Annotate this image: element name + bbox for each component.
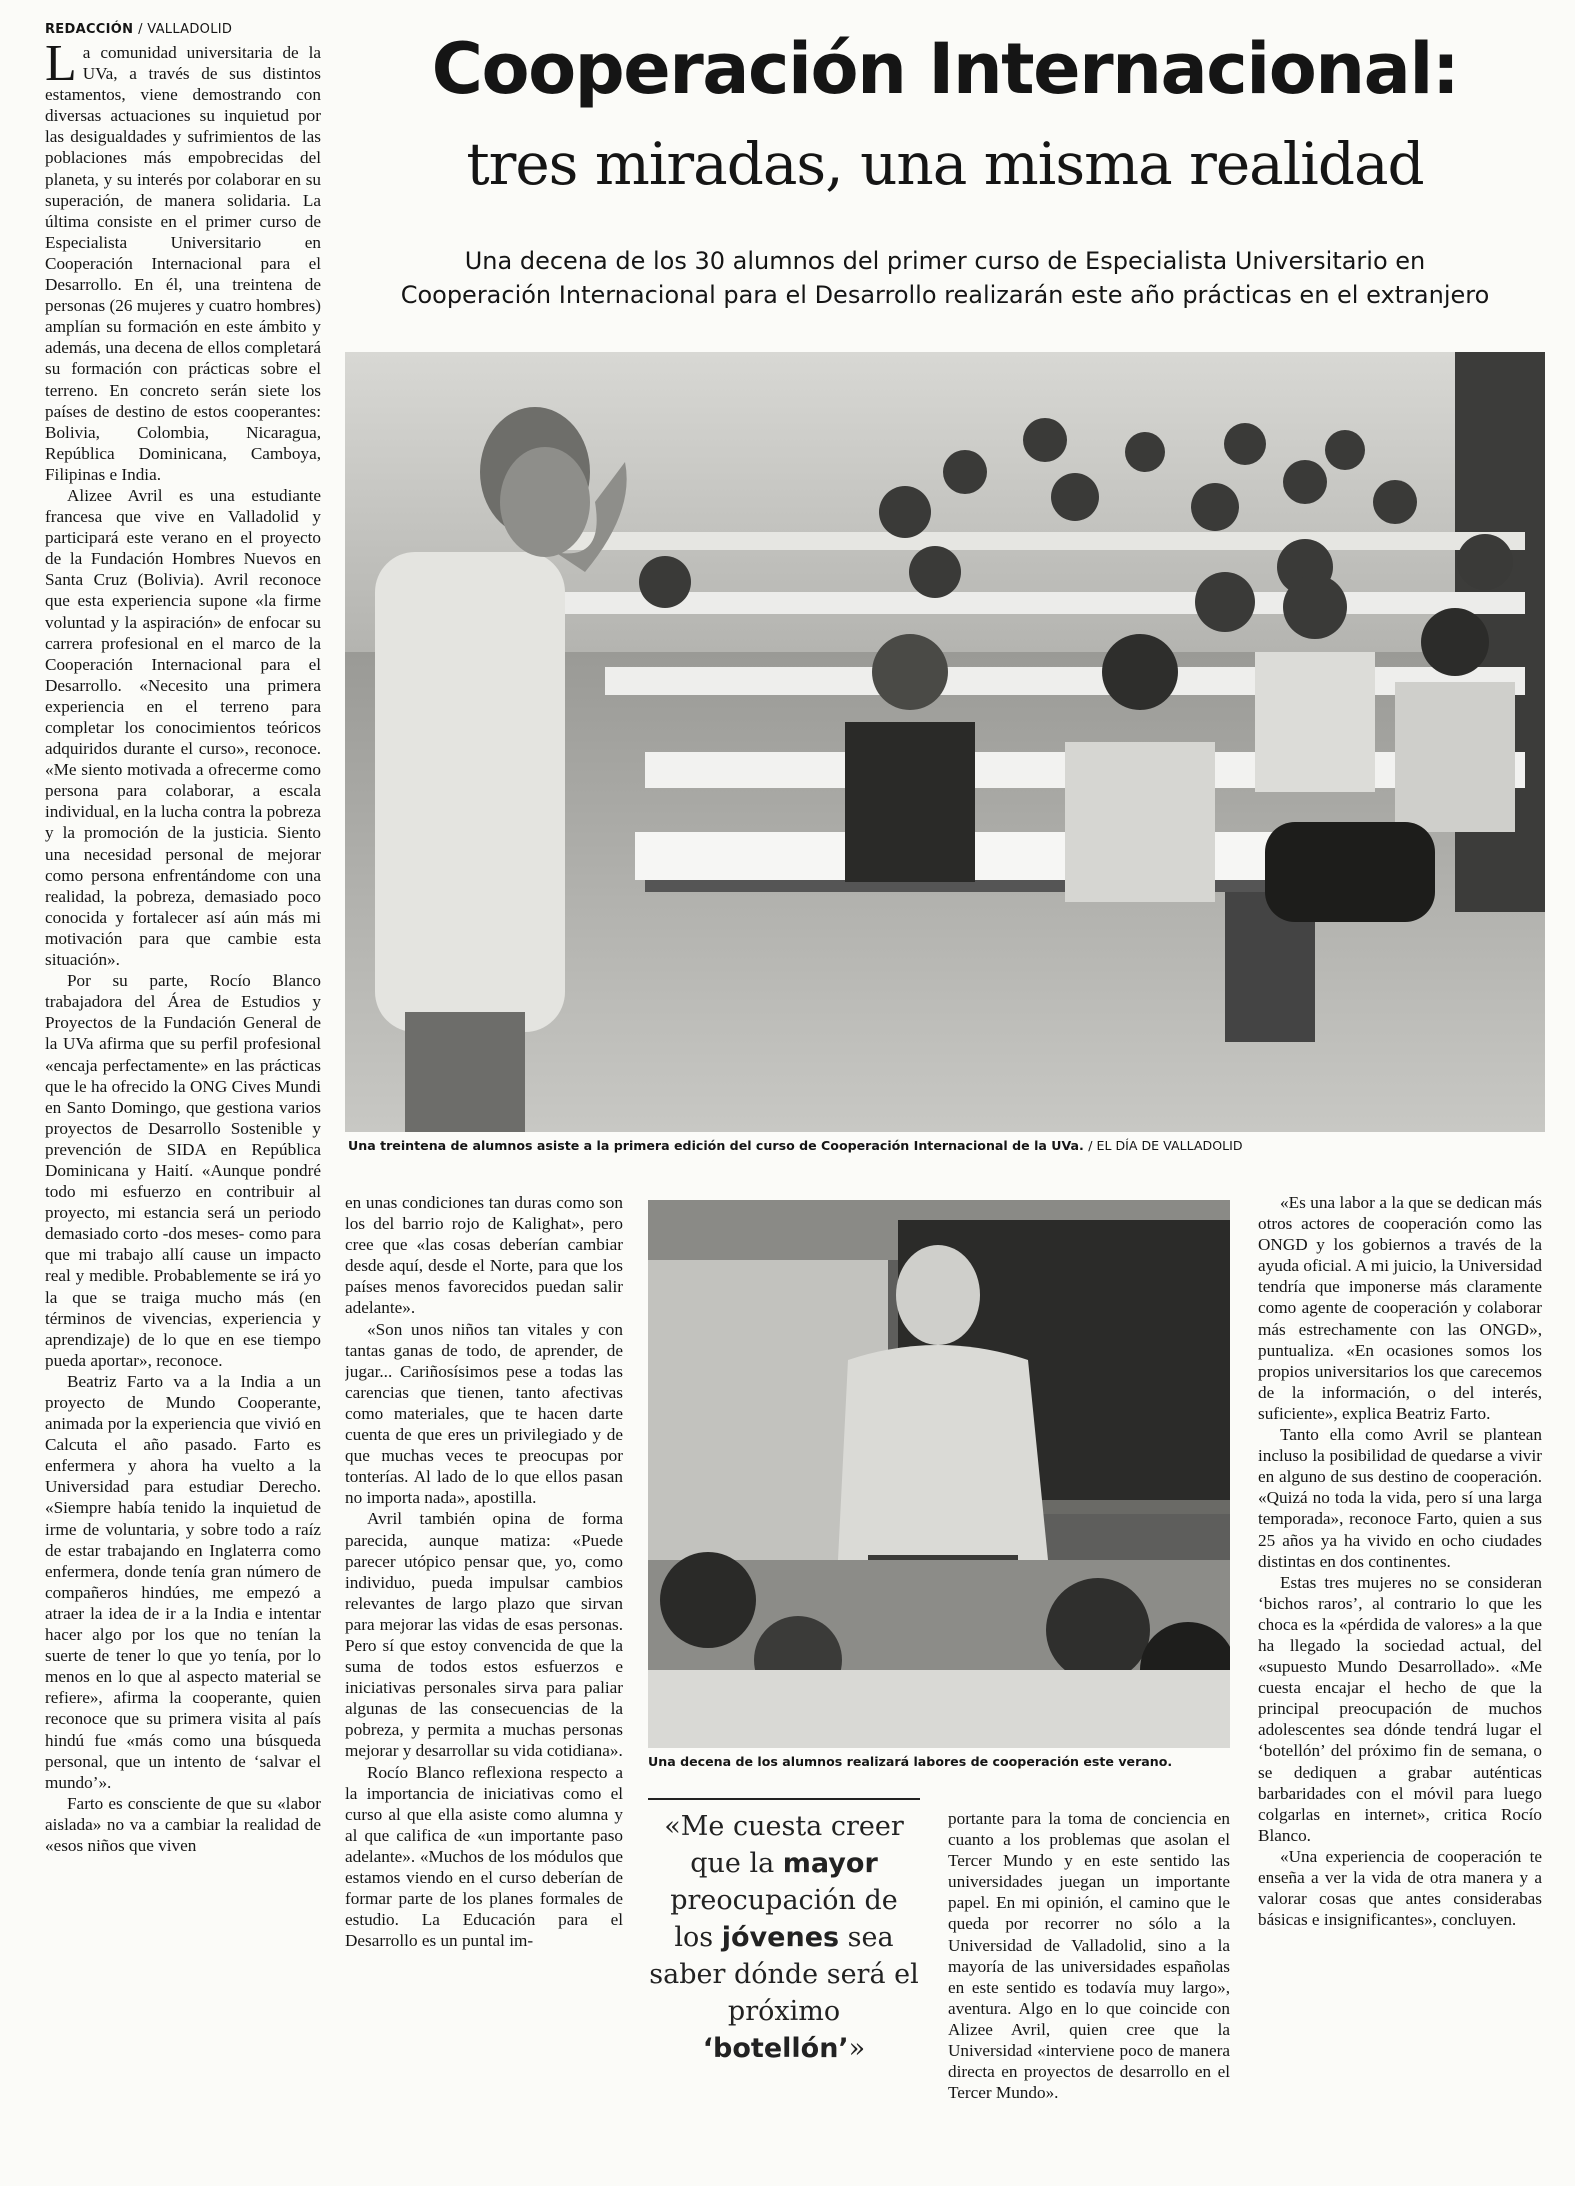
- paragraph: Farto es consciente de que su «labor aislada» no va a cambiar la realidad de «esos niños que viven: [45, 1793, 321, 1855]
- classroom-photo-illustration: [345, 352, 1545, 1132]
- paragraph: Estas tres mujeres no se consideran ‘bichos raros’, al contrario lo que les choca es la «pérdida de valores» a la que ha llegado la sociedad actual, del «supuesto Mundo Desarrollado». «Me cuesta encajar el hecho de que la principal preocupación de muchos adolescentes sea dónde tendrá lugar el ‘botellón’ del próximo fin de semana, o se dediquen a grabar auténticas barbaridades con el móvil para luego colgarlas en internet», critica Rocío Blanco.: [1258, 1572, 1542, 1845]
- article-column-4: [1258, 1192, 1542, 2167]
- paragraph: portante para la toma de conciencia en cuanto a los problemas que asolan el Tercer Mundo y en este sentido las universidades juegan un importante papel. En mi opinión, el camino que le queda por recorrer no sólo a la Universidad de Valladolid, sino a la mayoría de las universidades españolas en este sentido es todavía muy largo», aventura. Algo en lo que coincide con Alizee Avril, quien cree que la Universidad «interviene poco de manera directa en proyectos de desarrollo en el Tercer Mundo».: [948, 1809, 1230, 2103]
- headline-line-1: Cooperación Internacional:: [431, 28, 1459, 110]
- byline-location: / VALLADOLID: [138, 22, 233, 37]
- main-photo: [345, 352, 1545, 1132]
- highlight-word: jóvenes: [721, 1922, 840, 1953]
- byline-author: REDACCIÓN: [45, 22, 134, 37]
- paragraph: Rocío Blanco reflexiona respecto a la importancia de iniciativas como el curso al que ella asiste como alumna y al que califica de «un importante paso adelante». «Muchos de los módulos que estamos viendo en el curso deberían de formar parte de los planes formales de estudio. La Educación para el Desarrollo es un puntal im-: [345, 1762, 623, 1951]
- paragraph: «Son unos niños tan vitales y con tantas ganas de todo, de aprender, de jugar... Cariñosísimos pese a todas las carencias que tienen, tanto afectivas como materiales, que te hacen darte cuenta de que eres un privilegiado y de que muchas veces te preocupas por tonterías. Al lado de lo que ellos pasan no importa nada», apostilla.: [345, 1319, 623, 1508]
- paragraph: Alizee Avril es una estudiante francesa que vive en Valladolid y participará este verano en el proyecto de la Fundación Hombres Nuevos en Santa Cruz (Bolivia). Avril reconoce que esta experiencia supone «la firme voluntad y la aspiración» de enfocar su carrera profesional en el marco de la Cooperación Internacional para el Desarrollo. «Necesito una primera experiencia en el terreno para completar los conocimientos teóricos adquiridos durante el curso», reconoce. «Me siento motivada a ofrecerme como persona para colaborar, a escala individual, en la lucha contra la pobreza y la promoción de la justicia. Siento una necesidad personal de mejorar como persona enfrentándome con una realidad, la pobreza, demasiado poco conocida y fortalecer así aún más mi motivación para que cambie esta situación».: [45, 485, 321, 970]
- highlight-word: mayor: [782, 1848, 878, 1879]
- paragraph: «Es una labor a la que se dedican más otros actores de cooperación como las ONGD y los gobiernos a través de la ayuda oficial. A mi juicio, la Universidad tendría que imponerse más claramente como agente de cooperación y colaborar más estrechamente con las ONGD», puntualiza. «En ocasiones somos los propios universitarios los que carecemos de la información, o del interés, suficiente», explica Beatriz Farto.: [1258, 1193, 1542, 1423]
- highlight-word: ‘botellón’: [702, 2033, 849, 2064]
- drop-cap: L: [45, 42, 77, 92]
- subheadline: Una decena de los 30 alumnos del primer curso de Especialista Universitario en Cooperación Internacional para el Desarrollo realizarán este año prácticas en el extranjero: [400, 247, 1490, 309]
- pullquote-rule-top: [648, 1798, 920, 1800]
- paragraph: Tanto ella como Avril se plantean incluso la posibilidad de quedarse a vivir en alguno de sus destino de cooperación. «Quizá no toda la vida, pero sí una larga temporada», reconoce Farto, quien a sus 25 años ya ha vivido en ocho ciudades distintas en dos continentes.: [1258, 1425, 1542, 1571]
- article-column-3: [948, 1808, 1230, 2168]
- byline: [45, 22, 232, 37]
- paragraph: Avril también opina de forma parecida, aunque matiza: «Puede parecer utópico pensar que, yo, como individuo, pueda impulsar cambios relevantes de largo plazo que sirvan para mejorar las vidas de esas personas. Pero sí que estoy convencida de que la suma de todos estos esfuerzos e iniciativas personales sirva para paliar algunas de las consecuencias de la pobreza, y permita a muchas personas mejorar y desarrollar su vida cotidiana».: [345, 1509, 623, 1761]
- headline-line-2: tres miradas, una misma realidad: [466, 130, 1424, 198]
- article-column-2: [345, 1192, 623, 2167]
- paragraph: «Una experiencia de cooperación te enseña a ver la vida de otra manera y a valorar cosas que antes considerabas básicas e insignificantes», concluyen.: [1258, 1846, 1542, 1930]
- article-column-1: [45, 42, 321, 2167]
- photo-credit: / EL DÍA DE VALLADOLID: [1088, 1138, 1243, 1153]
- paragraph: La comunidad universitaria de la UVa, a través de sus distintos estamentos, viene demostrando con diversas actuaciones su inquietud por las desigualdades y sufrimientos de las poblaciones más empobrecidas del planeta, y su interés por colaborar en su superación, de manera solidaria. La última consiste en el primer curso de Especialista Universitario en Cooperación Internacional para el Desarrollo. En él, una treintena de personas (26 mujeres y cuatro hombres) amplían su formación en este ámbito y además, una decena de ellos completará su formación con prácticas sobre el terreno. En concreto serán siete los países de destino de estos cooperantes: Bolivia, Colombia, Nicaragua, República Dominicana, Camboya, Filipinas e India.: [45, 42, 321, 484]
- pull-quote: «Me cuesta creer que la mayor preocupación de los jóvenes sea saber dónde será el próximo ‘botellón’»: [649, 1811, 919, 2064]
- paragraph: Beatriz Farto va a la India a un proyecto de Mundo Cooperante, animada por la experiencia que vivió en Calcuta el año pasado. Farto es enfermera y ahora ha vuelto a la Universidad para estudiar Derecho. «Siempre había tenido la inquietud de irme de voluntaria, y sobre todo a raíz de estar trabajando en Inglaterra como enfermera, donde tenía gran número de compañeros hindúes, me empezó a atraer la idea de ir a la India e intentar hacer algo por los que no tenían la suerte de tener lo que yo tenía, por lo menos en lo que al aspecto material se refiere», afirma la cooperante, quien reconoce que su primera visita al país hindú fue «más como una búsqueda personal, que un intento de ‘salvar el mundo’».: [45, 1371, 321, 1792]
- second-photo-caption: Una decena de los alumnos realizará labores de cooperación este verano.: [648, 1754, 1173, 1769]
- lecturer-photo-illustration: [648, 1200, 1230, 1748]
- paragraph: Por su parte, Rocío Blanco trabajadora del Área de Estudios y Proyectos de la Fundación General de la UVa afirma que su perfil profesional «encaja perfectamente» en las prácticas que le ha ofrecido la ONG Cives Mundi en Santo Domingo, que gestiona varios proyectos de Desarrollo Sostenible y prevención de SIDA en República Dominicana y Haití. «Aunque pondré todo mi esfuerzo en contribuir al proyecto, mi estancia será un periodo demasiado corto -dos meses- como para que mi trabajo allí cause un impacto real y medible. Probablemente se irá yo la que se traiga mucho más (en términos de vivencias, experiencia y aprendizaje) de lo que en ese tiempo pueda aportar», reconoce.: [45, 971, 321, 1370]
- paragraph: en unas condiciones tan duras como son los del barrio rojo de Kalighat», pero cree que «las cosas deberían cambiar desde aquí, desde el Norte, para que los países menos favorecidos puedan salir adelante».: [345, 1193, 623, 1318]
- main-photo-caption: Una treintena de alumnos asiste a la primera edición del curso de Cooperación Internacional de la UVa. / EL DÍA DE VALLADOLID: [348, 1138, 1243, 1153]
- second-photo: [648, 1200, 1230, 1748]
